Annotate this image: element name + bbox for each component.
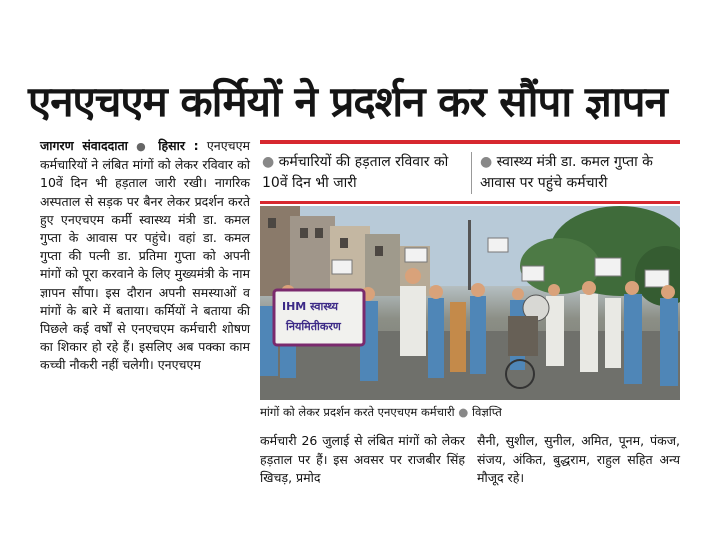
banner-text-line-2: नियमितीकरण xyxy=(286,320,341,333)
left-column-body: एनएचएम कर्मचारियों ने लंबित मांगों को लेकर रविवार को 10वें दिन भी हड़ताल जारी रखी। नागरिक अस्पताल से सड़क पर बैनर लेकर प्रदर्शन करते हुए एनएचएम कर्मी स्वास्थ्य मंत्री डा. कमल गुप्ता के आवास पर पहुंचे। वहां डा. कमल गुप्ता की पत्नी डा. प्रतिमा गुप्ता को अपनी मांगों को पूरा करवाने के लिए मुख्यमंत्री के नाम ज्ञापन सौंपा। इस दौरान अपनी समस्याओं व मांगों के बारे में बताया। कर्मियों ने बताया की पिछले कई वर्षों से एनएचएम कर्मचारी शोषण का शिकार हो रहे हैं। इसलिए अब पक्का काम कच्ची नौकरी नहीं चलेगी। एनएचएम xyxy=(40,138,250,373)
caption-text: मांगों को लेकर प्रदर्शन करते एनएचएम कर्मचारी xyxy=(260,405,455,419)
subhead-text: स्वास्थ्य मंत्री डा. कमल गुप्ता के आवास पर पहुंचे कर्मचारी xyxy=(480,154,653,191)
subhead-divider xyxy=(471,152,472,194)
protest-banner xyxy=(274,290,364,345)
left-column-article xyxy=(40,137,250,375)
top-red-rule xyxy=(260,140,680,144)
lower-column-2 xyxy=(477,432,680,488)
byline-reporter: जागरण संवाददाता xyxy=(40,138,128,153)
caption-bullet: ● xyxy=(458,405,469,419)
lower-column-2-text: सैनी, सुशील, सुनील, अमित, पूनम, पंकज, संजय, अंकित, बुद्धराम, राहुल सहित अन्य मौजूद रहे। xyxy=(477,433,680,485)
headline: एनएचएम कर्मियों ने प्रदर्शन कर सौंपा ज्ञापन xyxy=(28,77,667,126)
subhead-bullet: ● xyxy=(262,154,275,170)
subhead-bullet: ● xyxy=(480,154,493,170)
byline-bullet: ● xyxy=(136,140,151,153)
lower-column-1-text: कर्मचारी 26 जुलाई से लंबित मांगों को लेकर हड़ताल पर हैं। इस अवसर पर राजबीर सिंह खिचड़, प्रमोद xyxy=(260,433,465,485)
subhead-red-rule xyxy=(260,201,680,204)
banner-text-line-1: IHM स्वास्थ्य xyxy=(282,300,339,313)
lower-column-1 xyxy=(260,432,465,488)
subhead-text: कर्मचारियों की हड़ताल रविवार को 10वें दिन भी जारी xyxy=(262,154,449,191)
byline-place: हिसार : xyxy=(158,138,199,153)
subhead-minister-residence xyxy=(480,152,680,194)
photo-caption xyxy=(260,403,680,421)
caption-credit: विज्ञप्ति xyxy=(472,405,502,419)
protest-photo xyxy=(260,206,680,400)
protest-photo-illustration xyxy=(260,206,680,400)
subhead-strike-day xyxy=(262,152,467,194)
